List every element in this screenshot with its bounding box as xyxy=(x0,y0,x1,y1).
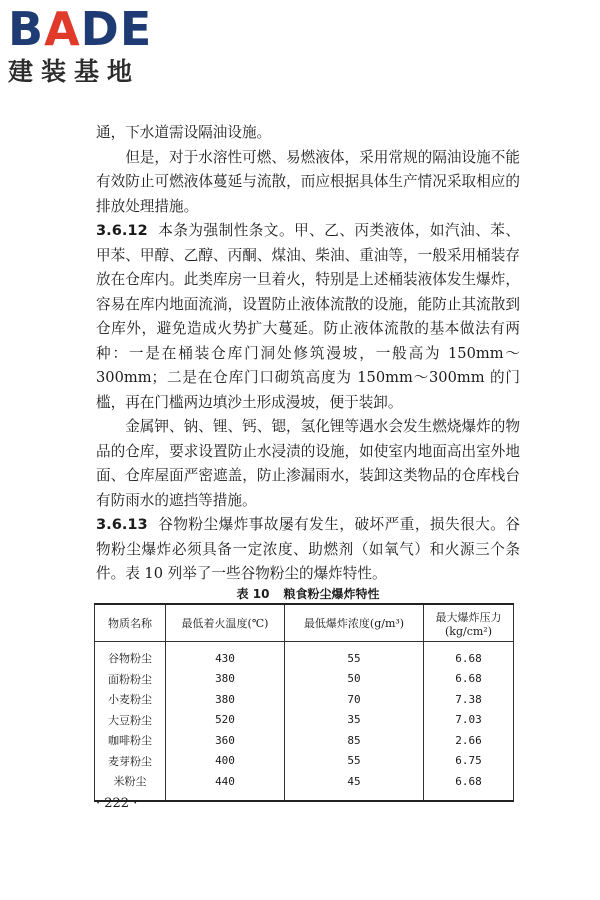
cell-temp: 430 xyxy=(166,642,285,669)
cell-concentration: 85 xyxy=(285,730,424,751)
clause-number: 3.6.13 xyxy=(96,516,148,533)
table-row xyxy=(95,669,514,690)
cell-pressure: 7.03 xyxy=(424,710,514,731)
table-row xyxy=(95,730,514,751)
table-row xyxy=(95,771,514,801)
table-header-row xyxy=(95,604,514,642)
cell-substance: 小麦粉尘 xyxy=(108,693,152,707)
clause-number: 3.6.12 xyxy=(96,222,148,239)
grain-dust-table xyxy=(94,603,514,802)
clause-3-6-12 xyxy=(96,219,520,415)
header-explosion-concentration: 最低爆炸浓度(g/m³) xyxy=(285,604,424,642)
clause-3-6-13 xyxy=(96,513,520,587)
paragraph-continued: 通，下水道需设隔油设施。 xyxy=(96,124,272,141)
cell-temp: 400 xyxy=(166,751,285,772)
header-max-pressure: 最大爆炸压力(kg/cm²) xyxy=(424,604,514,642)
logo xyxy=(8,2,178,92)
cell-temp: 520 xyxy=(166,710,285,731)
cell-temp: 380 xyxy=(166,689,285,710)
cell-substance: 米粉尘 xyxy=(113,775,147,789)
cell-substance: 面粉粉尘 xyxy=(108,672,152,686)
cell-pressure: 6.75 xyxy=(424,751,514,772)
cell-concentration: 45 xyxy=(285,771,424,801)
cell-pressure: 6.68 xyxy=(424,771,514,801)
cell-temp: 360 xyxy=(166,730,285,751)
cell-pressure: 7.38 xyxy=(424,689,514,710)
cell-substance: 咖啡粉尘 xyxy=(108,734,152,748)
clause-text: 本条为强制性条文。甲、乙、丙类液体，如汽油、苯、甲苯、甲醇、乙醇、丙酮、煤油、柴油、重油等，一般采用桶装存放在仓库内。此类库房一旦着火，特别是上述桶装液体发生爆炸，容易在库内地面流淌，设置防止液体流散的设施，能防止其流散到仓库外，避免造成火势扩大蔓延。防止液体流散的基本做法有两种：一是在桶装仓库门洞处修筑漫坡，一般高为 150mm～300mm；二是在仓库门口砌筑高度为 150mm～300mm 的门槛，再在门槛两边填沙土形成漫坡，便于装卸。 xyxy=(96,222,520,411)
cell-temp: 440 xyxy=(166,771,285,801)
table-row xyxy=(95,689,514,710)
cell-concentration: 50 xyxy=(285,669,424,690)
paragraph-water-soluble: 但是，对于水溶性可燃、易燃液体，采用常规的隔油设施不能有效防止可燃液体蔓延与流散，而应根据具体生产情况采取相应的排放处理措施。 xyxy=(96,148,520,215)
table-caption xyxy=(96,586,520,602)
logo-wordmark: BADE xyxy=(8,2,153,56)
cell-pressure: 6.68 xyxy=(424,669,514,690)
header-ignition-temp: 最低着火温度(℃) xyxy=(166,604,285,642)
header-substance: 物质名称 xyxy=(95,604,166,642)
page-content xyxy=(96,121,520,587)
cell-concentration: 35 xyxy=(285,710,424,731)
cell-substance: 大豆粉尘 xyxy=(108,713,152,727)
cell-substance: 麦芽粉尘 xyxy=(108,754,152,768)
logo-subtitle: 建装基地 xyxy=(8,57,141,86)
table-title: 粮食粉尘爆炸特性 xyxy=(283,587,380,601)
cell-pressure: 6.68 xyxy=(424,642,514,669)
paragraph-metals: 金属钾、钠、锂、钙、锶，氢化锂等遇水会发生燃烧爆炸的物品的仓库，要求设置防止水浸渍的设施，如使室内地面高出室外地面、仓库屋面严密遮盖，防止渗漏雨水，装卸这类物品的仓库栈台有防雨水的遮挡等措施。 xyxy=(96,418,520,509)
cell-concentration: 70 xyxy=(285,689,424,710)
table-label: 表 10 xyxy=(236,587,270,601)
cell-concentration: 55 xyxy=(285,642,424,669)
cell-concentration: 55 xyxy=(285,751,424,772)
page-number: · 222 · xyxy=(96,796,138,811)
table-row xyxy=(95,642,514,669)
cell-temp: 380 xyxy=(166,669,285,690)
cell-pressure: 2.66 xyxy=(424,730,514,751)
clause-text: 谷物粉尘爆炸事故屡有发生，破坏严重，损失很大。谷物粉尘爆炸必须具备一定浓度、助燃剂（如氧气）和火源三个条件。表 10 列举了一些谷物粉尘的爆炸特性。 xyxy=(96,516,520,582)
table-row xyxy=(95,751,514,772)
cell-substance: 谷物粉尘 xyxy=(108,652,152,666)
table-row xyxy=(95,710,514,731)
